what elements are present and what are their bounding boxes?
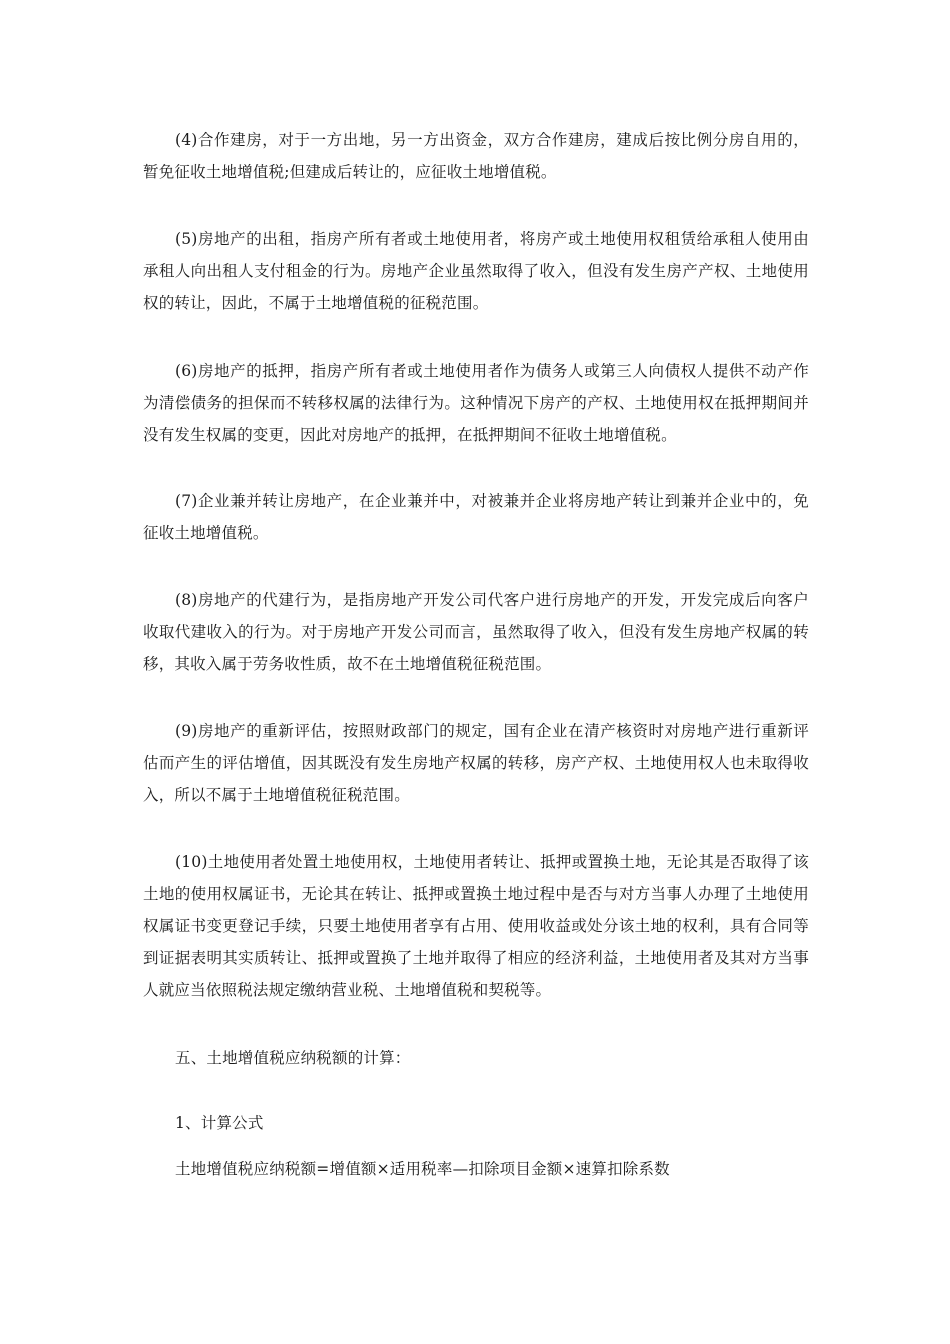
paragraph-land-use-right-disposal: (10)土地使用者处置土地使用权，土地使用者转让、抵押或置换土地，无论其是否取得了该土地的使用权属证书，无论其在转让、抵押或置换土地过程中是否与对方当事人办理了土地使用权属证书变更登记手续，只要土地使用者享有占用、使用收益或处分该土地的权利，具有合同等到证据表明其实质转让、抵押或置换了土地并取得了相应的经济利益，土地使用者及其对方当事人就应当依照税法规定缴纳营业税、土地增值税和契税等。	[143, 853, 809, 999]
paragraph-agency-construction: (8)房地产的代建行为，是指房地产开发公司代客户进行房地产的开发，开发完成后向客户收取代建收入的行为。对于房地产开发公司而言，虽然取得了收入，但没有发生房地产权属的转移，其收入属于劳务收性质，故不在土地增值税征税范围。	[143, 591, 809, 673]
paragraph-real-estate-lease: (5)房地产的出租，指房产所有者或土地使用者，将房产或土地使用权租赁给承租人使用由承租人向出租人支付租金的行为。房地产企业虽然取得了收入，但没有发生房产产权、土地使用权的转让，因此，不属于土地增值税的征税范围。	[143, 230, 809, 312]
paragraph-revaluation: (9)房地产的重新评估，按照财政部门的规定，国有企业在清产核资时对房地产进行重新评估而产生的评估增值，因其既没有发生房地产权属的转移，房产产权、土地使用权人也未取得收入，所以不属于土地增值税征税范围。	[143, 722, 809, 804]
paragraph-cooperative-housing: (4)合作建房，对于一方出地，另一方出资金，双方合作建房，建成后按比例分房自用的，暂免征收土地增值税;但建成后转让的，应征收土地增值税。	[143, 131, 809, 181]
paragraph-enterprise-merger: (7)企业兼并转让房地产，在企业兼并中，对被兼并企业将房地产转让到兼并企业中的，免征收土地增值税。	[143, 492, 809, 542]
paragraph-real-estate-mortgage: (6)房地产的抵押，指房产所有者或土地使用者作为债务人或第三人向债权人提供不动产作为清偿债务的担保而不转移权属的法律行为。这种情况下房产的产权、土地使用权在抵押期间并没有发生权属的变更，因此对房地产的抵押，在抵押期间不征收土地增值税。	[143, 362, 809, 444]
subsection-heading: 1、计算公式	[175, 1114, 264, 1132]
tax-formula: 土地增值税应纳税额=增值额×适用税率—扣除项目金额×速算扣除系数	[175, 1160, 670, 1178]
section-heading: 五、土地增值税应纳税额的计算：	[175, 1049, 411, 1067]
